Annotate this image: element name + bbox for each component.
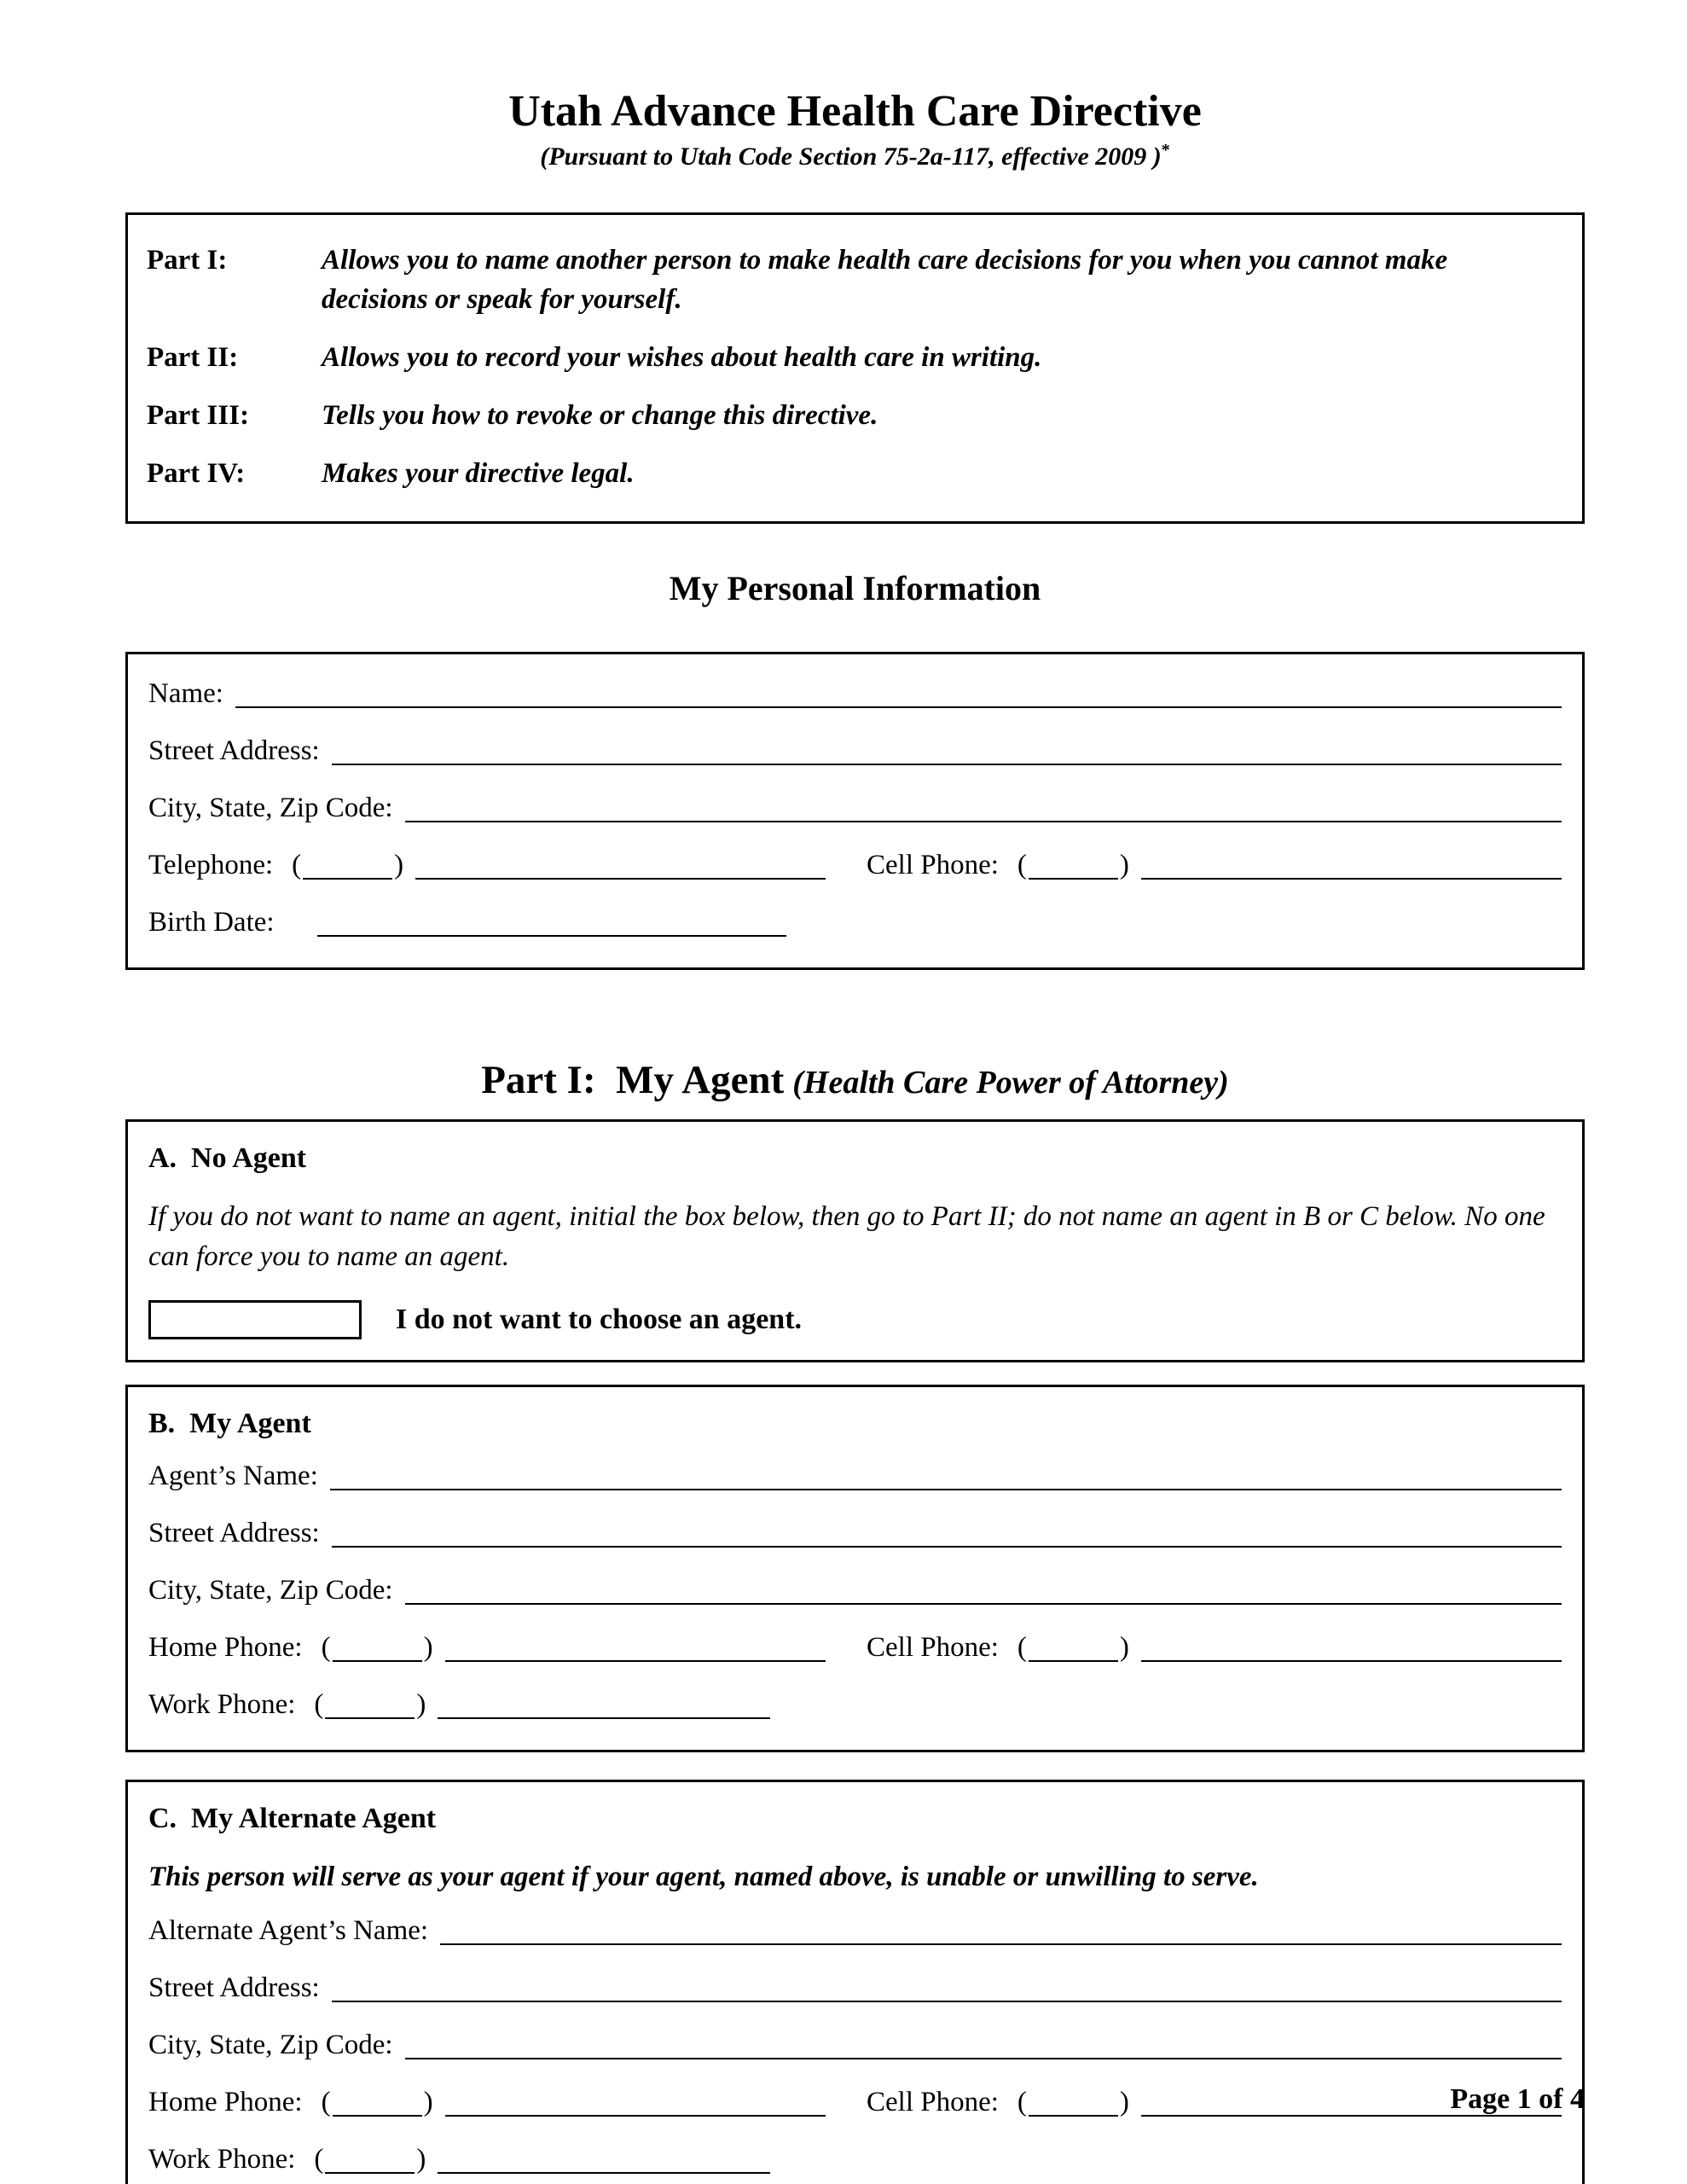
close-paren: ) bbox=[416, 1689, 426, 1721]
personal-telephone-group bbox=[148, 851, 867, 880]
alt-agent-phones-row bbox=[148, 2088, 1562, 2117]
overview-row-part4 bbox=[147, 454, 1558, 493]
open-paren: ( bbox=[1017, 849, 1027, 880]
page-title: Utah Advance Health Care Directive bbox=[508, 87, 1202, 136]
page-content bbox=[125, 0, 1585, 2184]
alternate-agent-section bbox=[125, 1780, 1585, 2184]
part1-heading-main: Part I: My Agent bbox=[481, 1057, 785, 1102]
personal-city-line[interactable] bbox=[405, 821, 1562, 822]
open-paren: ( bbox=[321, 1632, 331, 1664]
section-c-note: This person will serve as your agent if your agent, named above, is unable or unwilling to serve. bbox=[148, 1862, 1259, 1893]
alt-agent-city-line[interactable] bbox=[405, 2058, 1562, 2059]
alt-agent-name-label: Alternate Agent’s Name: bbox=[148, 1915, 429, 1947]
alt-agent-street-line[interactable] bbox=[332, 2001, 1562, 2002]
alt-agent-city-label: City, State, Zip Code: bbox=[148, 2030, 393, 2061]
personal-birth-label: Birth Date: bbox=[148, 906, 275, 938]
close-paren: ) bbox=[1119, 849, 1129, 880]
subtitle-text: (Pursuant to Utah Code Section 75-2a-117, effective 2009 ) bbox=[540, 142, 1162, 171]
personal-phones-row bbox=[148, 851, 1562, 880]
personal-info-box bbox=[125, 652, 1585, 970]
section-c-title: C. My Alternate Agent bbox=[148, 1803, 437, 1835]
my-agent-section bbox=[125, 1385, 1585, 1752]
overview-row-part2 bbox=[147, 338, 1558, 377]
overview-part2-text: Allows you to record your wishes about health care in writing. bbox=[322, 341, 1042, 373]
alt-agent-work-area-line[interactable] bbox=[325, 2172, 415, 2174]
agent-work-area-line[interactable] bbox=[325, 1717, 415, 1719]
alt-agent-cell-label: Cell Phone: bbox=[867, 2087, 999, 2118]
open-paren: ( bbox=[1017, 2087, 1027, 2118]
agent-name-label: Agent’s Name: bbox=[148, 1461, 318, 1492]
alt-agent-home-group bbox=[148, 2088, 867, 2117]
open-paren: ( bbox=[314, 2144, 324, 2175]
open-paren: ( bbox=[1017, 1632, 1027, 1664]
parts-overview-box bbox=[125, 212, 1585, 524]
close-paren: ) bbox=[394, 849, 404, 880]
personal-cell-group bbox=[867, 851, 1562, 880]
personal-street-line[interactable] bbox=[332, 764, 1562, 765]
overview-part1-text: Allows you to name another person to make health care decisions for you when you cannot make decisions or speak for yourself. bbox=[322, 244, 1448, 315]
no-agent-initial-row bbox=[148, 1300, 1562, 1339]
alt-agent-home-label: Home Phone: bbox=[148, 2087, 303, 2118]
personal-city-row bbox=[148, 794, 1562, 822]
agent-home-number-line[interactable] bbox=[445, 1660, 826, 1662]
section-b-title: B. My Agent bbox=[148, 1408, 311, 1440]
agent-city-row bbox=[148, 1577, 1562, 1605]
personal-telephone-number-line[interactable] bbox=[415, 878, 826, 880]
agent-home-label: Home Phone: bbox=[148, 1632, 303, 1664]
page-number: Page 1 of 4 bbox=[1450, 2083, 1585, 2115]
overview-row-part3 bbox=[147, 396, 1558, 435]
agent-work-number-line[interactable] bbox=[438, 1717, 770, 1719]
alt-agent-cell-area-line[interactable] bbox=[1029, 2115, 1118, 2117]
personal-city-label: City, State, Zip Code: bbox=[148, 792, 393, 823]
personal-telephone-label: Telephone: bbox=[148, 849, 274, 880]
agent-name-row bbox=[148, 1462, 1562, 1490]
section-a-title: A. No Agent bbox=[148, 1141, 307, 1174]
alt-agent-street-label: Street Address: bbox=[148, 1972, 320, 2004]
personal-info-heading: My Personal Information bbox=[669, 568, 1041, 607]
personal-street-label: Street Address: bbox=[148, 735, 320, 766]
part1-heading bbox=[125, 1057, 1585, 1102]
agent-cell-number-line[interactable] bbox=[1141, 1660, 1562, 1662]
agent-home-area-line[interactable] bbox=[333, 1660, 422, 1662]
agent-work-row bbox=[148, 1691, 1562, 1719]
personal-cell-label: Cell Phone: bbox=[867, 849, 999, 880]
personal-cell-area-line[interactable] bbox=[1029, 878, 1118, 880]
overview-part1-label: Part I: bbox=[147, 244, 228, 276]
agent-cell-group bbox=[867, 1634, 1562, 1662]
open-paren: ( bbox=[314, 1689, 324, 1721]
agent-street-line[interactable] bbox=[332, 1546, 1562, 1548]
agent-work-label: Work Phone: bbox=[148, 1689, 296, 1721]
open-paren: ( bbox=[321, 2087, 331, 2118]
alt-agent-work-number-line[interactable] bbox=[438, 2172, 770, 2174]
open-paren: ( bbox=[292, 849, 302, 880]
no-agent-initial-box[interactable] bbox=[148, 1300, 362, 1339]
agent-cell-area-line[interactable] bbox=[1029, 1660, 1118, 1662]
overview-part3-text: Tells you how to revoke or change this directive. bbox=[322, 400, 878, 432]
part1-heading-paren: (Health Care Power of Attorney) bbox=[792, 1064, 1229, 1101]
footnote-marker: * bbox=[1161, 140, 1170, 160]
overview-part2-label: Part II: bbox=[147, 341, 239, 373]
personal-name-label: Name: bbox=[148, 677, 223, 709]
alt-agent-name-row bbox=[148, 1917, 1562, 1945]
page-subtitle bbox=[125, 140, 1585, 171]
personal-telephone-area-line[interactable] bbox=[303, 878, 392, 880]
alt-agent-work-row bbox=[148, 2146, 1562, 2174]
overview-row-part1 bbox=[147, 241, 1558, 319]
section-a-note: If you do not want to name an agent, initial the box below, then go to Part II; do not name an agent in B or C below. No one can force you to name an agent. bbox=[148, 1200, 1545, 1273]
personal-name-line[interactable] bbox=[235, 706, 1562, 708]
no-agent-checkbox-label: I do not want to choose an agent. bbox=[396, 1304, 803, 1336]
alt-agent-home-area-line[interactable] bbox=[333, 2115, 422, 2117]
alt-agent-street-row bbox=[148, 1974, 1562, 2002]
agent-street-row bbox=[148, 1519, 1562, 1548]
agent-cell-label: Cell Phone: bbox=[867, 1632, 999, 1664]
overview-part4-text: Makes your directive legal. bbox=[322, 458, 635, 490]
close-paren: ) bbox=[423, 2087, 433, 2118]
close-paren: ) bbox=[423, 1632, 433, 1664]
agent-street-label: Street Address: bbox=[148, 1518, 320, 1549]
agent-home-group bbox=[148, 1634, 867, 1662]
alt-agent-home-number-line[interactable] bbox=[445, 2115, 826, 2117]
agent-city-line[interactable] bbox=[405, 1603, 1562, 1605]
personal-street-row bbox=[148, 737, 1562, 765]
personal-birth-line[interactable] bbox=[317, 935, 786, 937]
agent-name-line[interactable] bbox=[330, 1489, 1562, 1490]
agent-city-label: City, State, Zip Code: bbox=[148, 1575, 393, 1606]
overview-part3-label: Part III: bbox=[147, 400, 250, 432]
alt-agent-city-row bbox=[148, 2031, 1562, 2059]
no-agent-section bbox=[125, 1119, 1585, 1363]
alt-agent-cell-number-line[interactable] bbox=[1141, 2115, 1562, 2117]
overview-part4-label: Part IV: bbox=[147, 458, 246, 490]
personal-cell-number-line[interactable] bbox=[1141, 878, 1562, 880]
personal-birth-row bbox=[148, 906, 1562, 938]
agent-phones-row bbox=[148, 1634, 1562, 1662]
personal-name-row bbox=[148, 677, 1562, 709]
close-paren: ) bbox=[1119, 2087, 1129, 2118]
close-paren: ) bbox=[416, 2144, 426, 2175]
alt-agent-name-line[interactable] bbox=[440, 1943, 1562, 1945]
close-paren: ) bbox=[1119, 1632, 1129, 1664]
alt-agent-work-label: Work Phone: bbox=[148, 2144, 296, 2175]
